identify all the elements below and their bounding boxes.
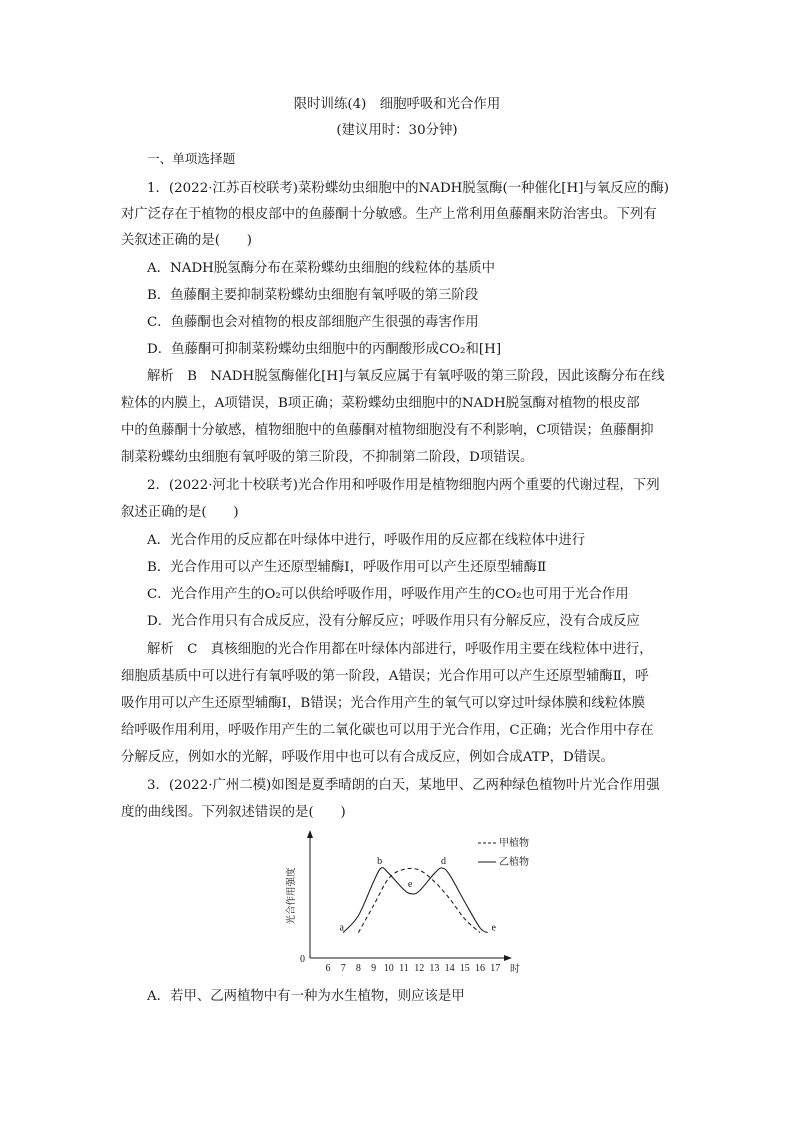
- q1-stem-line-2: 对广泛存在于植物的根皮部中的鱼藤酮十分敏感。生产上常利用鱼藤酮来防治害虫。下列有: [121, 207, 657, 222]
- q1-analysis-line-4: 制菜粉蝶幼虫细胞有氧呼吸的第三阶段，不抑制第二阶段，D项错误。: [121, 450, 534, 465]
- q2-stem-line-2: 叙述正确的是( ): [121, 505, 239, 520]
- q1-option-c: C．鱼藤酮也会对植物的根皮部细胞产生很强的毒害作用: [147, 315, 479, 330]
- photosynthesis-chart: [280, 826, 540, 976]
- q2-analysis-line-3: 吸作用可以产生还原型辅酶Ⅰ，B错误；光合作用产生的氧气可以穿过叶绿体膜和线粒体膜: [121, 696, 645, 711]
- q2-analysis-line-4: 给呼吸作用利用，呼吸作用产生的二氧化碳也可以用于光合作用，C正确；光合作用中存在: [121, 723, 654, 738]
- x-tick-label: 14: [444, 963, 455, 974]
- x-tick-labels: [326, 963, 501, 974]
- q1-analysis-line-3: 中的鱼藤酮十分敏感，植物细胞中的鱼藤酮对植物细胞没有不利影响，C项错误；鱼藤酮抑: [121, 423, 654, 438]
- x-tick-label: 6: [325, 963, 331, 974]
- q2-analysis-line-2: 细胞质基质中可以进行有氧呼吸的第一阶段，A错误；光合作用可以产生还原型辅酶Ⅱ，呼: [121, 669, 649, 684]
- q1-stem-line-1: 1．(2022·江苏百校联考)菜粉蝶幼虫细胞中的NADH脱氢酶(一种催化[H]与氧反应的酶): [147, 181, 670, 196]
- series-line-jia: [358, 868, 480, 932]
- q3-stem-line-2: 度的曲线图。下列叙述错误的是( ): [121, 805, 346, 820]
- x-tick-label: 9: [371, 963, 377, 974]
- x-tick-label: 8: [355, 963, 361, 974]
- x-axis-arrow: [504, 955, 512, 961]
- q1-analysis-line-1: 解析 B NADH脱氢酶催化[H]与氧反应属于有氧呼吸的第三阶段，因此该酶分布在线: [147, 369, 665, 384]
- x-tick-label: 11: [399, 963, 409, 974]
- q2-option-b: B．光合作用可以产生还原型辅酶Ⅰ，呼吸作用可以产生还原型辅酶Ⅱ: [147, 560, 547, 575]
- q1-option-a: A．NADH脱氢酶分布在菜粉蝶幼虫细胞的线粒体的基质中: [147, 261, 496, 276]
- q2-analysis-line-5: 分解反应，例如水的光解，呼吸作用中也可以有合成反应，例如合成ATP，D错误。: [121, 750, 614, 765]
- point-label-a: a: [339, 922, 344, 934]
- x-tick-label: 10: [383, 963, 394, 974]
- q1-option-d: D．鱼藤酮可抑制菜粉蝶幼虫细胞中的丙酮酸形成CO₂和[H]: [147, 342, 502, 357]
- point-label-d: d: [441, 855, 447, 867]
- x-tick-label: 17: [490, 963, 501, 974]
- q1-stem-line-3: 关叙述正确的是( ): [121, 233, 252, 248]
- q3-option-a: A．若甲、乙两植物中有一种为水生植物，则应该是甲: [147, 989, 465, 1004]
- q3-stem-line-1: 3．(2022·广州二模)如图是夏季晴朗的白天，某地甲、乙两种绿色植物叶片光合作用强: [147, 778, 660, 793]
- series-group: [343, 868, 487, 933]
- legend: [478, 836, 529, 868]
- q1-option-b: B．鱼藤酮主要抑制菜粉蝶幼虫细胞有氧呼吸的第三阶段: [147, 288, 479, 303]
- series-line-yi: [343, 868, 487, 933]
- legend-label-jia: 甲植物: [499, 838, 529, 849]
- y-axis-label: 光合作用强度: [286, 867, 297, 925]
- x-tick-label: 13: [429, 963, 440, 974]
- point-label-e: e: [407, 879, 413, 891]
- point-label-b: b: [377, 855, 383, 867]
- y-axis-arrow: [307, 830, 313, 838]
- q2-option-d: D．光合作用只有合成反应，没有分解反应；呼吸作用只有分解反应，没有合成反应: [147, 614, 640, 629]
- x-axis-label: 时: [510, 964, 520, 975]
- q2-stem-line-1: 2．(2022·河北十校联考)光合作用和呼吸作用是植物细胞内两个重要的代谢过程，下列: [147, 478, 660, 493]
- x-tick-label: 15: [459, 963, 470, 974]
- legend-label-yi: 乙植物: [499, 857, 529, 868]
- x-tick-label: 7: [340, 963, 346, 974]
- origin-label: 0: [300, 954, 305, 965]
- section-heading: 一、单项选择题: [147, 151, 236, 166]
- q2-option-a: A．光合作用的反应都在叶绿体中进行，呼吸作用的反应都在线粒体中进行: [147, 533, 586, 548]
- page-subtitle: (建议用时：30分钟): [336, 123, 458, 138]
- q2-option-c: C．光合作用产生的O₂可以供给呼吸作用，呼吸作用产生的CO₂也可用于光合作用: [147, 587, 629, 602]
- page-title: 限时训练(4) 细胞呼吸和光合作用: [293, 97, 501, 112]
- x-tick-label: 12: [414, 963, 425, 974]
- q2-analysis-line-1: 解析 C 真核细胞的光合作用都在叶绿体内部进行，呼吸作用主要在线粒体中进行，: [147, 642, 653, 657]
- x-tick-label: 16: [475, 963, 485, 974]
- point-labels: [339, 856, 496, 934]
- q1-analysis-line-2: 粒体的内膜上，A项错误，B项正确；菜粉蝶幼虫细胞中的NADH脱氢酶对植物的根皮部: [121, 396, 640, 411]
- point-label-e: e: [491, 922, 496, 934]
